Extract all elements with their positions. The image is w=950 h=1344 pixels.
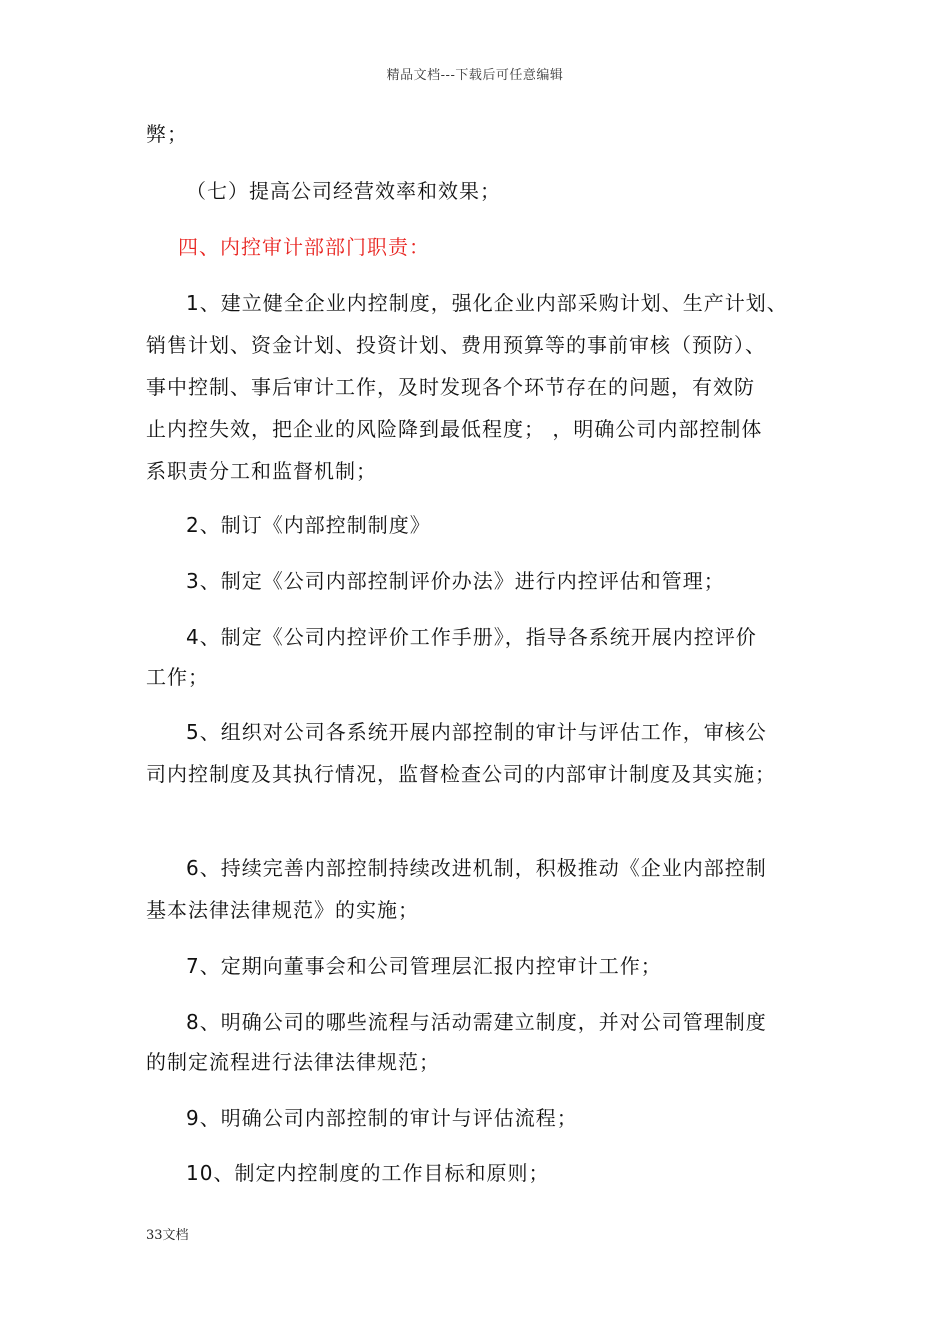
duty-8-line-1: 8、明确公司的哪些流程与活动需建立制度，并对公司管理制度	[186, 1010, 767, 1034]
duty-5-line-2: 司内控制度及其执行情况，监督检查公司的内部审计制度及其实施；	[146, 762, 776, 786]
duty-1-line-3: 事中控制、事后审计工作，及时发现各个环节存在的问题，有效防	[146, 375, 755, 399]
section-heading-four: 四、内控审计部部门职责：	[178, 235, 430, 259]
duty-3: 3、制定《公司内部控制评价办法》进行内控评估和管理；	[186, 569, 725, 593]
duty-8-line-2: 的制定流程进行法律法律规范；	[146, 1050, 440, 1074]
duty-1-line-1: 1、建立健全企业内控制度，强化企业内部采购计划、生产计划、	[186, 291, 788, 315]
duty-4-line-1: 4、制定《公司内控评价工作手册》，指导各系统开展内控评价	[186, 625, 757, 649]
page-footer: 33文档	[146, 1228, 189, 1243]
duty-1-line-5: 系职责分工和监督机制；	[146, 459, 377, 483]
page-header: 精品文档---下载后可任意编辑	[386, 68, 564, 83]
duty-6-line-1: 6、持续完善内部控制持续改进机制，积极推动《企业内部控制	[186, 856, 767, 880]
duty-1-line-2: 销售计划、资金计划、投资计划、费用预算等的事前审核（预防）、	[146, 333, 766, 357]
duty-6-line-2: 基本法律法律规范》的实施；	[146, 898, 419, 922]
duty-1-line-4: 止内控失效，把企业的风险降到最低程度； ，明确公司内部控制体	[146, 417, 763, 441]
duty-4-line-2: 工作；	[146, 665, 209, 689]
duty-2: 2、制订《内部控制制度》	[186, 513, 431, 537]
duty-7: 7、定期向董事会和公司管理层汇报内控审计工作；	[186, 954, 662, 978]
duty-5-line-1: 5、组织对公司各系统开展内部控制的审计与评估工作，审核公	[186, 720, 767, 744]
item-seven: （七）提高公司经营效率和效果；	[186, 179, 501, 203]
text-line-continuation: 弊；	[146, 122, 188, 146]
duty-9: 9、明确公司内部控制的审计与评估流程；	[186, 1106, 578, 1130]
duty-10: 10、制定内控制度的工作目标和原则；	[186, 1161, 550, 1185]
